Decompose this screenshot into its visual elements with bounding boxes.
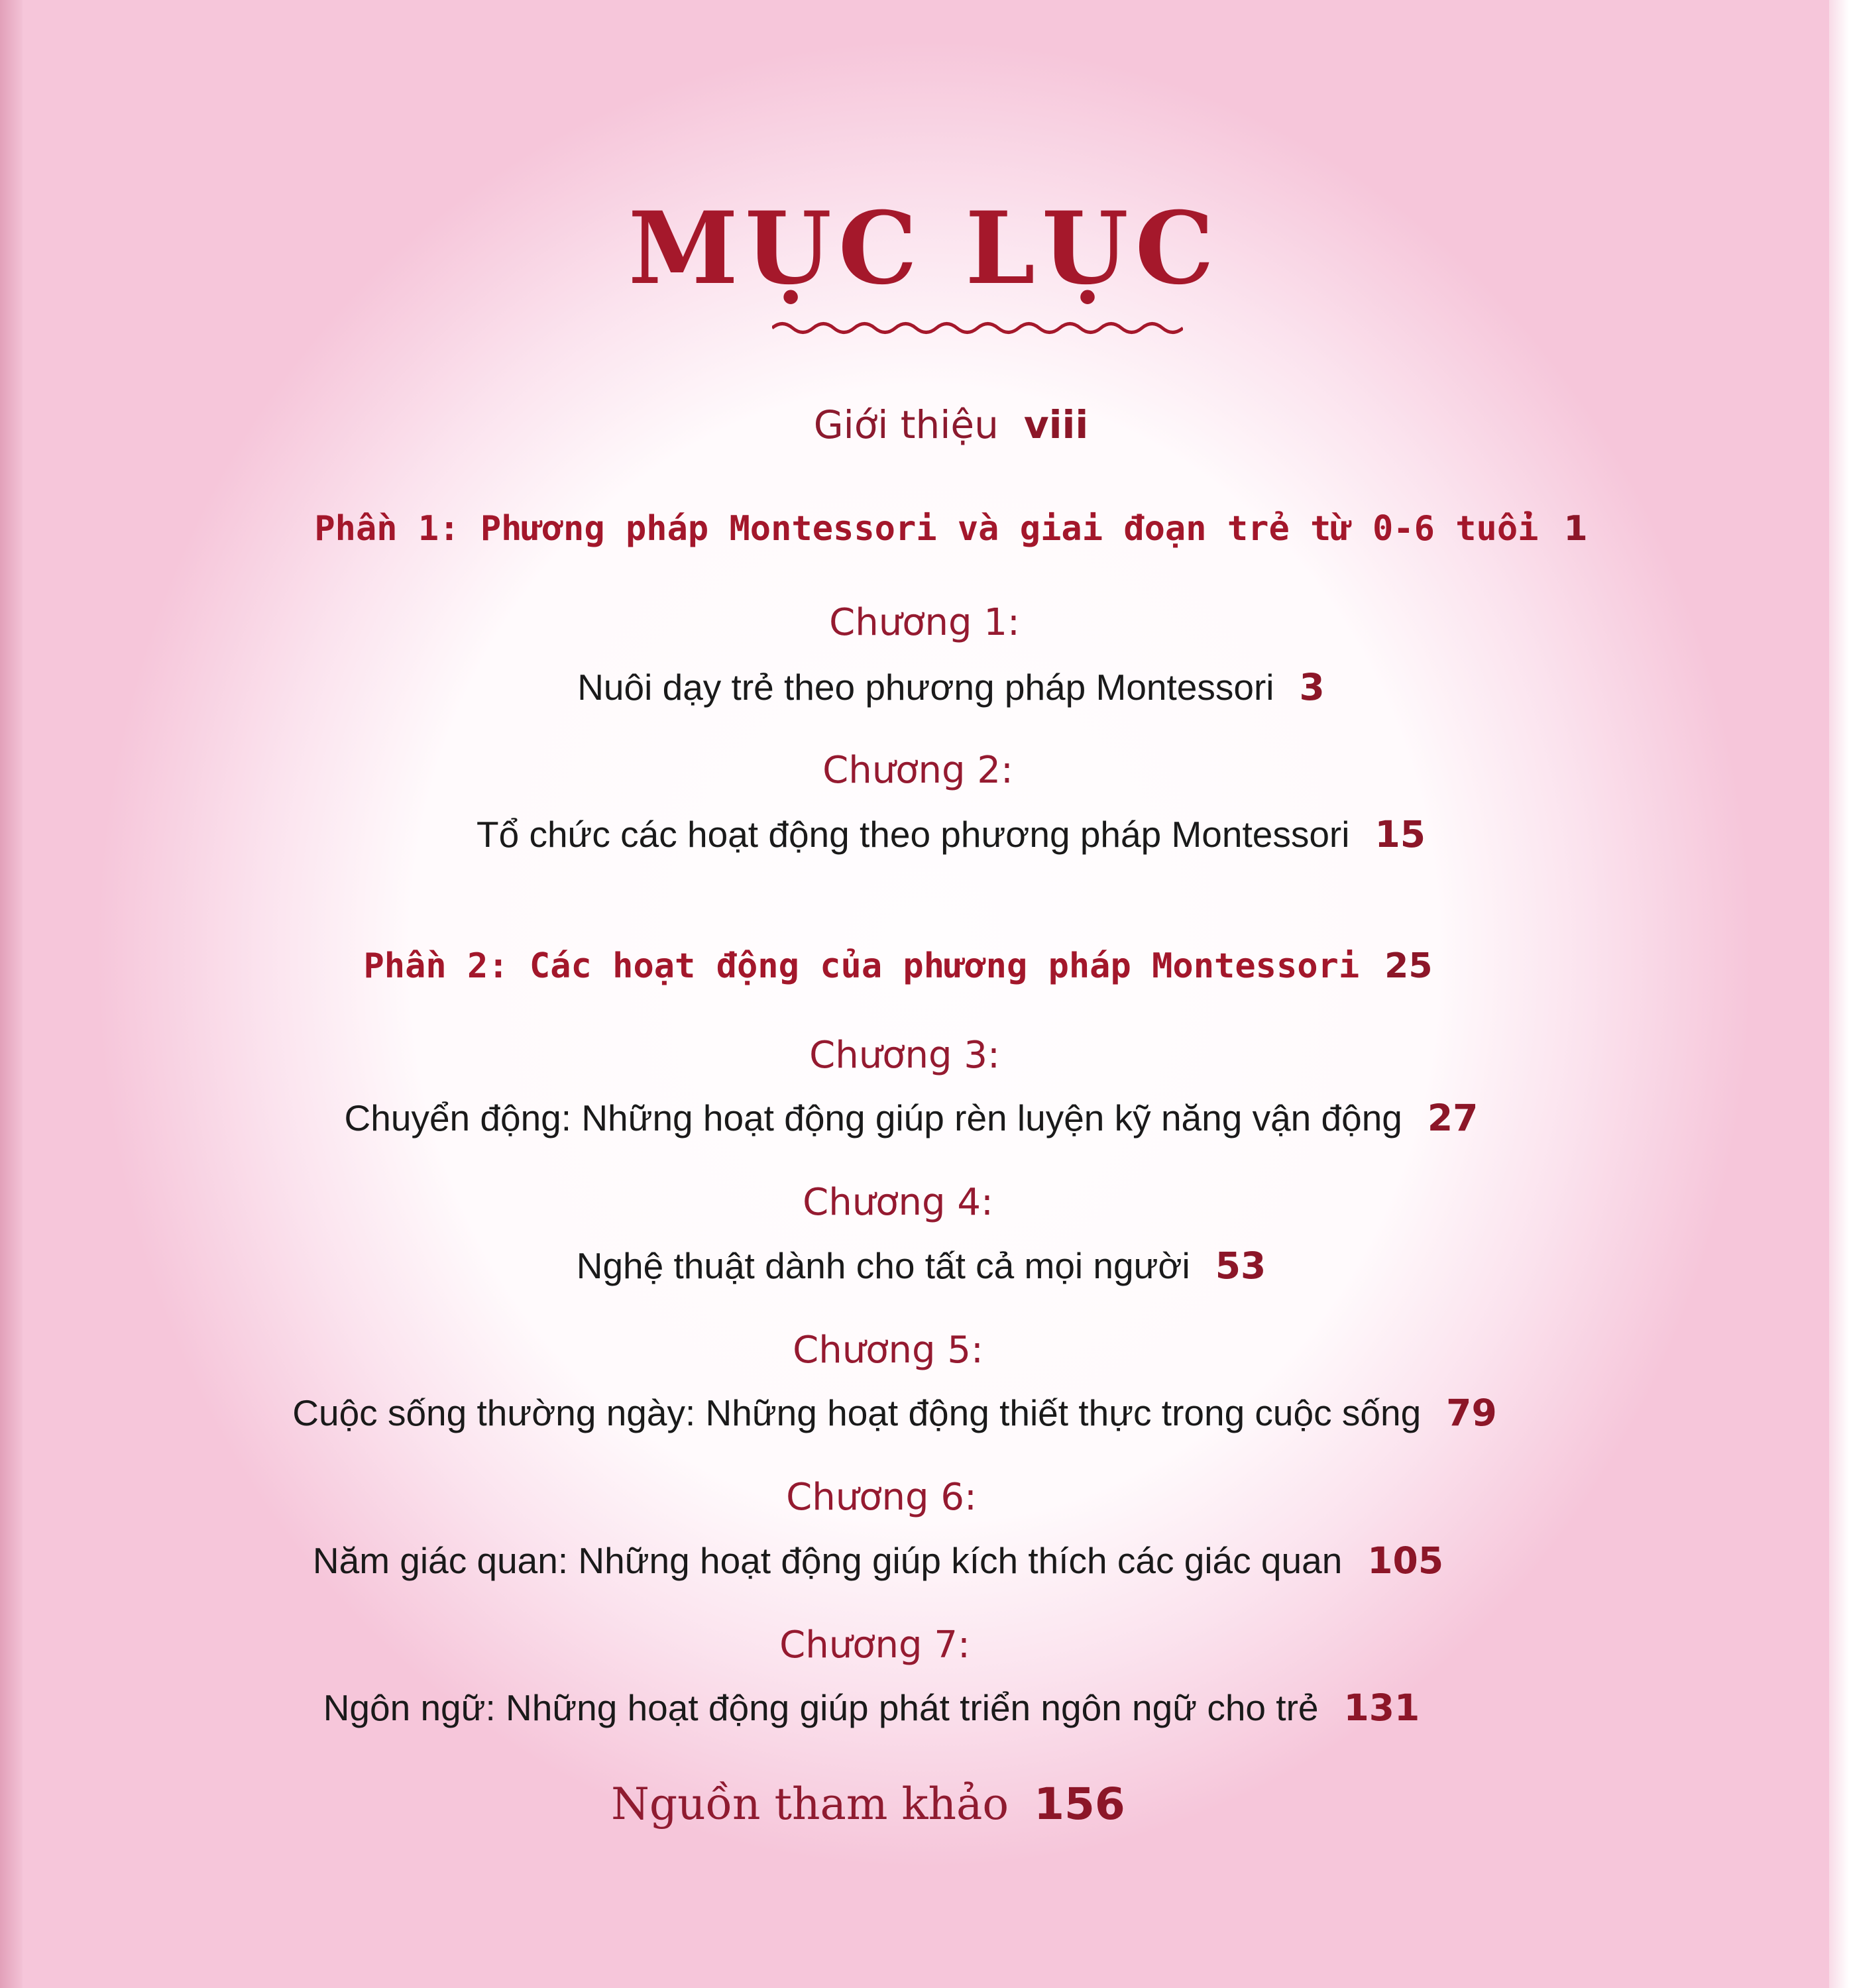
- toc-entry-intro[interactable]: [27, 402, 1849, 447]
- toc-chapter-5-label: Chương 5:: [793, 1329, 983, 1372]
- toc-chapter-title: Nghệ thuật dành cho tất cả mọi người: [576, 1245, 1190, 1286]
- toc-chapter-2[interactable]: [27, 813, 1849, 856]
- toc-chapter-1[interactable]: [27, 666, 1849, 708]
- toc-chapter-title: Nuôi dạy trẻ theo phương pháp Montessori: [577, 667, 1274, 708]
- toc-chapter-3[interactable]: [0, 1097, 1836, 1139]
- toc-references-label: Nguồn tham khảo: [611, 1779, 1009, 1830]
- toc-chapter-7-label: Chương 7:: [779, 1624, 970, 1667]
- toc-entry-references[interactable]: [0, 1779, 1793, 1830]
- toc-chapter-1-label: Chương 1:: [829, 601, 1020, 644]
- toc-chapter-3-label: Chương 3:: [809, 1034, 1000, 1077]
- toc-chapter-page: 15: [1374, 813, 1426, 856]
- toc-chapter-title: Cuộc sống thường ngày: Những hoạt động thiết thực trong cuộc sống: [292, 1392, 1422, 1433]
- toc-intro-page: viii: [1023, 402, 1089, 447]
- toc-part-label: Phần 2: Các hoạt động của phương pháp Montessori: [363, 946, 1360, 986]
- toc-chapter-page: 131: [1343, 1686, 1420, 1729]
- toc-chapter-title: Ngôn ngữ: Những hoạt động giúp phát triển ngôn ngữ cho trẻ: [323, 1687, 1319, 1728]
- toc-part-page: 25: [1384, 946, 1433, 986]
- toc-chapter-page: 3: [1299, 666, 1325, 708]
- toc-chapter-6[interactable]: [0, 1539, 1803, 1582]
- toc-references-page: 156: [1034, 1779, 1125, 1830]
- toc-chapter-page: 27: [1427, 1097, 1479, 1139]
- toc-chapter-page: 105: [1367, 1539, 1444, 1582]
- toc-chapter-5[interactable]: [0, 1392, 1819, 1434]
- toc-chapter-title: Tổ chức các hoạt động theo phương pháp Montessori: [476, 814, 1350, 855]
- toc-chapter-4[interactable]: [0, 1244, 1846, 1287]
- toc-part-page: 1: [1563, 509, 1588, 549]
- page-title: MỤC LỤC: [628, 190, 1221, 307]
- toc-chapter-page: 79: [1446, 1392, 1497, 1434]
- toc-chapter-2-label: Chương 2:: [822, 749, 1013, 792]
- toc-part-1[interactable]: [27, 509, 1849, 549]
- title-wave-divider: [772, 319, 1183, 337]
- toc-chapter-6-label: Chương 6:: [786, 1476, 977, 1519]
- toc-part-2[interactable]: [0, 946, 1822, 986]
- toc-intro-label: Giới thiệu: [813, 402, 999, 447]
- toc-chapter-title: Chuyển động: Những hoạt động giúp rèn luyện kỹ năng vận động: [344, 1097, 1402, 1138]
- toc-part-label: Phần 1: Phương pháp Montessori và giai đoạn trẻ từ 0-6 tuổi: [314, 509, 1539, 549]
- toc-chapter-title: Năm giác quan: Những hoạt động giúp kích thích các giác quan: [312, 1540, 1343, 1581]
- toc-chapter-page: 53: [1215, 1244, 1266, 1287]
- toc-chapter-4-label: Chương 4:: [803, 1181, 993, 1224]
- toc-chapter-7[interactable]: [0, 1686, 1796, 1729]
